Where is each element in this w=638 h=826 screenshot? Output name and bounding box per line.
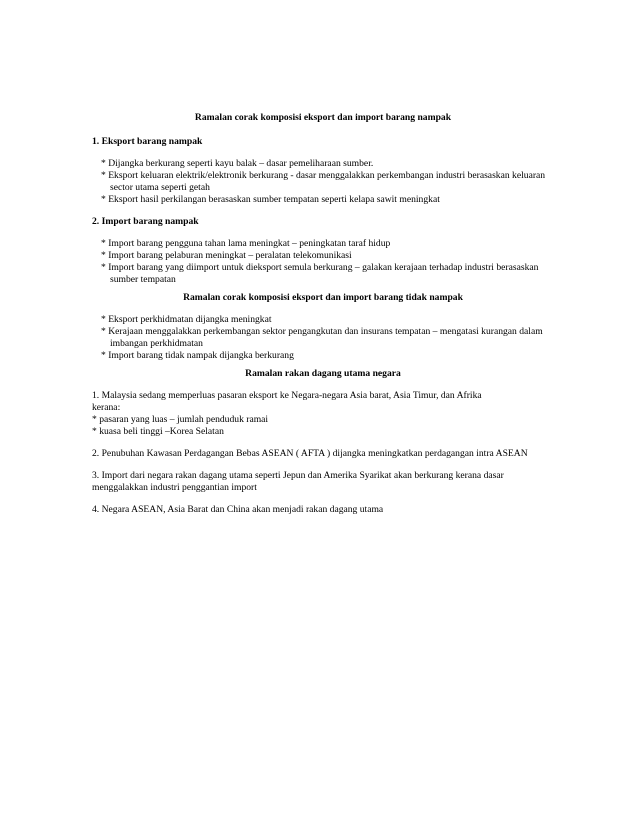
- title-invisible-trade-forecast: Ramalan corak komposisi eksport dan import barang tidak nampak: [183, 292, 463, 303]
- list-invisible-trade: [92, 314, 554, 362]
- list-visible-imports: [92, 238, 554, 286]
- list-item: * Import barang tidak nampak dijangka berkurang: [101, 350, 294, 361]
- list-item: * Import barang pelaburan meningkat – peralatan telekomunikasi: [101, 250, 352, 261]
- paragraph-point-1-line-1: 1. Malaysia sedang memperluas pasaran eksport ke Negara-negara Asia barat, Asia Timur, dan Afrika: [92, 390, 482, 401]
- paragraph-point-4: 4. Negara ASEAN, Asia Barat dan China akan menjadi rakan dagang utama: [92, 504, 384, 515]
- title-visible-trade-forecast: Ramalan corak komposisi eksport dan import barang nampak: [194, 112, 452, 123]
- paragraph-point-3: 3. Import dari negara rakan dagang utama seperti Jepun dan Amerika Syarikat akan berkurang kerana dasar menggalakkan industri penggantian import: [92, 470, 504, 493]
- paragraph-point-1-line-3: * pasaran yang luas – jumlah penduduk ramai: [92, 414, 269, 425]
- list-item: * Dijangka berkurang seperti kayu balak – dasar pemeliharaan sumber.: [101, 158, 374, 169]
- heading-visible-exports: 1. Eksport barang nampak: [92, 136, 203, 147]
- paragraph-point-1-line-2: kerana:: [92, 402, 121, 413]
- paragraph-point-1-line-4: * kuasa beli tinggi –Korea Selatan: [92, 426, 224, 437]
- list-item: * Eksport hasil perkilangan berasaskan sumber tempatan seperti kelapa sawit meningkat: [101, 194, 440, 205]
- list-item: * Kerajaan menggalakkan perkembangan sektor pengangkutan dan insurans tempatan – mengatasi kurangan dalam imbangan perkhidmatan: [101, 326, 543, 349]
- title-trade-partners: Ramalan rakan dagang utama negara: [245, 368, 401, 379]
- document-content: [92, 112, 554, 516]
- list-item: * Import barang yang diimport untuk dieksport semula berkurang – galakan kerajaan terhadap industri berasaskan sumber tempatan: [101, 262, 539, 285]
- list-item: * Eksport perkhidmatan dijangka meningkat: [101, 314, 272, 325]
- list-item: * Eksport keluaran elektrik/elektronik berkurang - dasar menggalakkan perkembangan industri berasaskan keluaran sector utama seperti getah: [101, 170, 546, 193]
- paragraph-point-2: 2. Penubuhan Kawasan Perdagangan Bebas ASEAN ( AFTA ) dijangka meningkatkan perdagangan intra ASEAN: [92, 448, 528, 459]
- heading-visible-imports: 2. Import barang nampak: [92, 216, 199, 227]
- list-item: * Import barang pengguna tahan lama meningkat – peningkatan taraf hidup: [101, 238, 391, 249]
- list-visible-exports: [92, 158, 554, 206]
